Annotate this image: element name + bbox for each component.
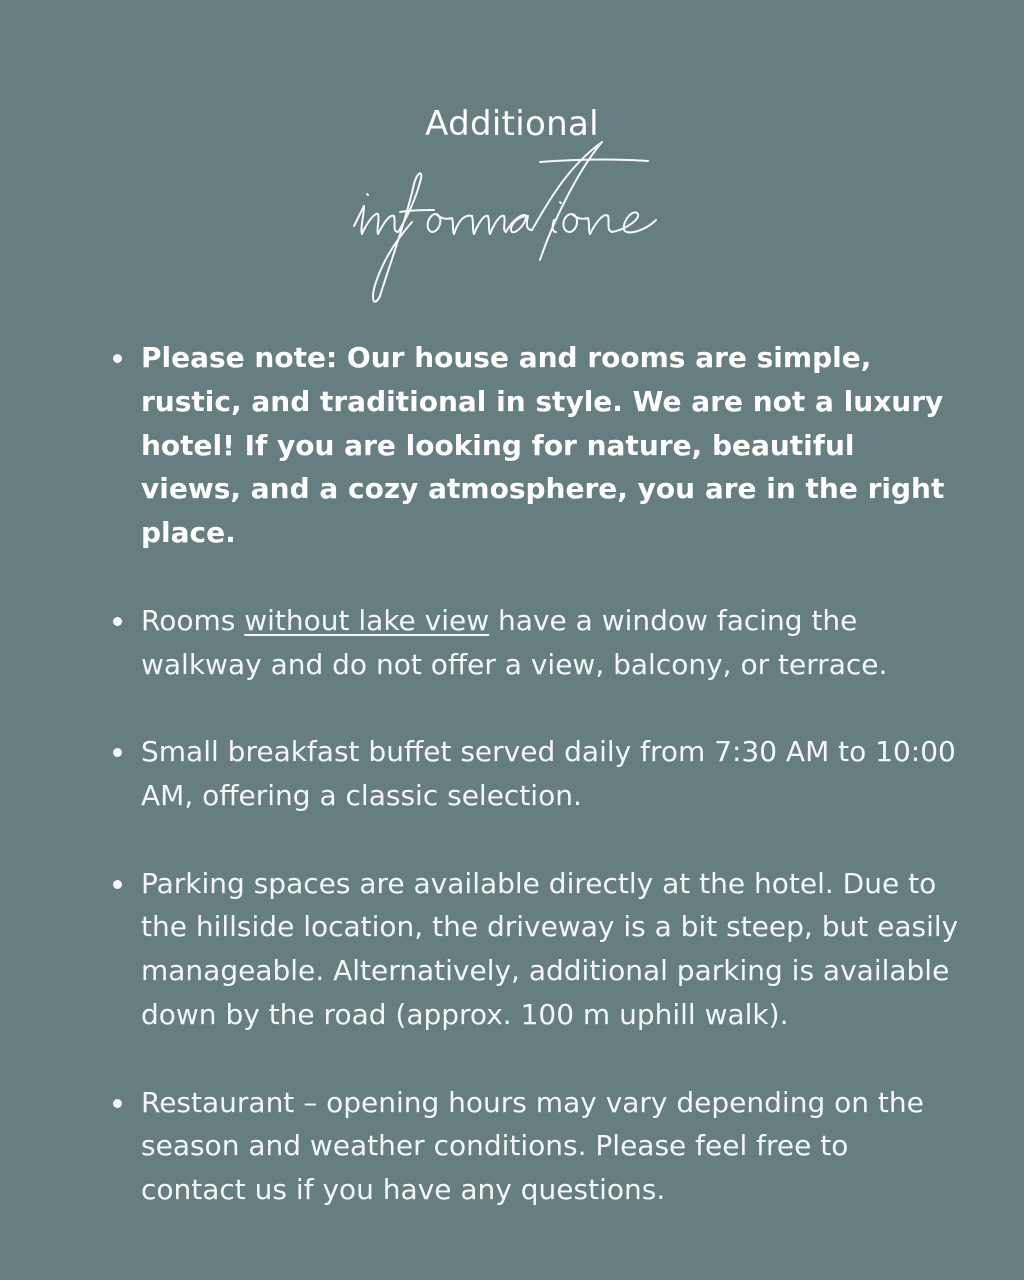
note-breakfast: Small breakfast buffet served daily from 7:30 AM to 10:00 AM, offering a classic selection. xyxy=(141,735,956,812)
bullet-icon xyxy=(113,354,122,363)
list-item xyxy=(110,1081,960,1212)
list-item xyxy=(110,336,960,555)
note-parking: Parking spaces are available directly at the hotel. Due to the hillside location, the driveway is a bit steep, but easily manageable. Alternatively, additional parking is available down by the road (approx. 100 m uphill walk). xyxy=(141,866,959,1031)
script-subtitle-informatione xyxy=(340,140,680,310)
note-please-note: Please note: Our house and rooms are simple, rustic, and traditional in style. We are not a luxury hotel! If you are looking for nature, beautiful views, and a cozy atmosphere, you are in the right place. xyxy=(141,341,945,550)
notes-list xyxy=(110,336,960,1212)
bullet-icon xyxy=(113,748,122,757)
note-restaurant: Restaurant – opening hours may vary depending on the season and weather conditions. Please feel free to contact us if you have any questions. xyxy=(141,1085,924,1207)
note-rooms-suffix: have a window facing the walkway and do not offer a view, balcony, or terrace. xyxy=(141,603,888,681)
heading-additional: Additional xyxy=(425,104,599,144)
list-item xyxy=(110,599,960,687)
list-item xyxy=(110,730,960,818)
note-rooms-underlined: without lake view xyxy=(244,603,490,637)
bullet-icon xyxy=(113,617,122,626)
note-rooms-prefix: Rooms xyxy=(141,603,245,637)
bullet-icon xyxy=(113,880,122,889)
list-item xyxy=(110,862,960,1037)
bullet-icon xyxy=(113,1099,122,1108)
